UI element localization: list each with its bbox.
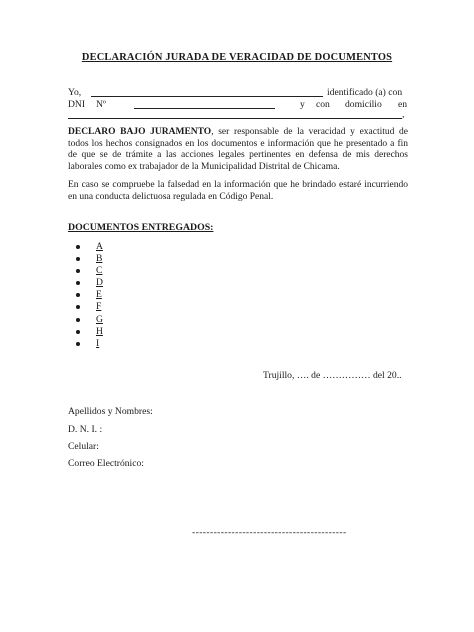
documents-list bbox=[76, 241, 103, 350]
in-label: en bbox=[398, 99, 408, 110]
bullet-icon bbox=[76, 269, 80, 273]
bullet-icon bbox=[76, 305, 80, 309]
dni-blank-line[interactable] bbox=[134, 99, 275, 109]
bullet-icon bbox=[76, 318, 80, 322]
list-item: H bbox=[76, 326, 103, 338]
domicile-label: domicilio bbox=[345, 99, 382, 110]
list-item: C bbox=[76, 265, 103, 277]
bullet-icon bbox=[76, 281, 80, 285]
phone-field-label: Celular: bbox=[68, 441, 99, 452]
bullet-icon bbox=[76, 342, 80, 346]
date-line: Trujillo, …. de …………… del 20.. bbox=[263, 370, 402, 381]
name-line bbox=[68, 87, 81, 99]
and-label: y bbox=[300, 99, 305, 110]
names-field-label: Apellidos y Nombres: bbox=[68, 406, 153, 417]
document-title: DECLARACIÓN JURADA DE VERACIDAD DE DOCUMENTOS bbox=[81, 52, 393, 63]
dni-field-label: D. N. I. : bbox=[68, 424, 103, 435]
list-item: G bbox=[76, 314, 103, 326]
list-item: F bbox=[76, 301, 103, 313]
declaration-text: , ser responsable de la veracidad y exactitud de todos los hechos consignados en los documentos e información que he presentado a fin de que se de trámite a las acciones legales pertinentes en defensa de mis derechos laborales como ex trabajador de la Municipalidad Distrital de Chicama. bbox=[68, 127, 409, 172]
declaration-bold: DECLARO BAJO JURAMENTO bbox=[68, 127, 212, 137]
bullet-icon bbox=[76, 257, 80, 261]
bullet-icon bbox=[76, 330, 80, 334]
declaration-paragraph bbox=[68, 127, 408, 173]
signature-line[interactable]: ------------------------------------------- bbox=[192, 527, 347, 538]
falsehood-paragraph: En caso se compruebe la falsedad en la información que he brindado estaré incurriendo en una conducta delictuosa regulada en Código Penal. bbox=[68, 180, 408, 202]
list-item: A bbox=[76, 241, 103, 253]
bullet-icon bbox=[76, 293, 80, 297]
list-item: B bbox=[76, 253, 103, 265]
number-symbol: Nº bbox=[96, 99, 106, 110]
yo-label: Yo, bbox=[68, 87, 82, 98]
identified-label: identificado (a) con bbox=[327, 87, 403, 98]
list-item: I bbox=[76, 338, 103, 350]
list-item: D bbox=[76, 277, 103, 289]
documents-heading: DOCUMENTOS ENTREGADOS: bbox=[68, 222, 214, 233]
bullet-icon bbox=[76, 245, 80, 249]
email-field-label: Correo Electrónico: bbox=[68, 458, 144, 469]
name-blank-line[interactable] bbox=[91, 88, 323, 97]
address-blank-line[interactable] bbox=[68, 109, 405, 120]
with-label: con bbox=[316, 99, 330, 110]
list-item: E bbox=[76, 289, 103, 301]
dni-label: DNI bbox=[68, 99, 86, 110]
address-comma: , bbox=[402, 109, 405, 120]
